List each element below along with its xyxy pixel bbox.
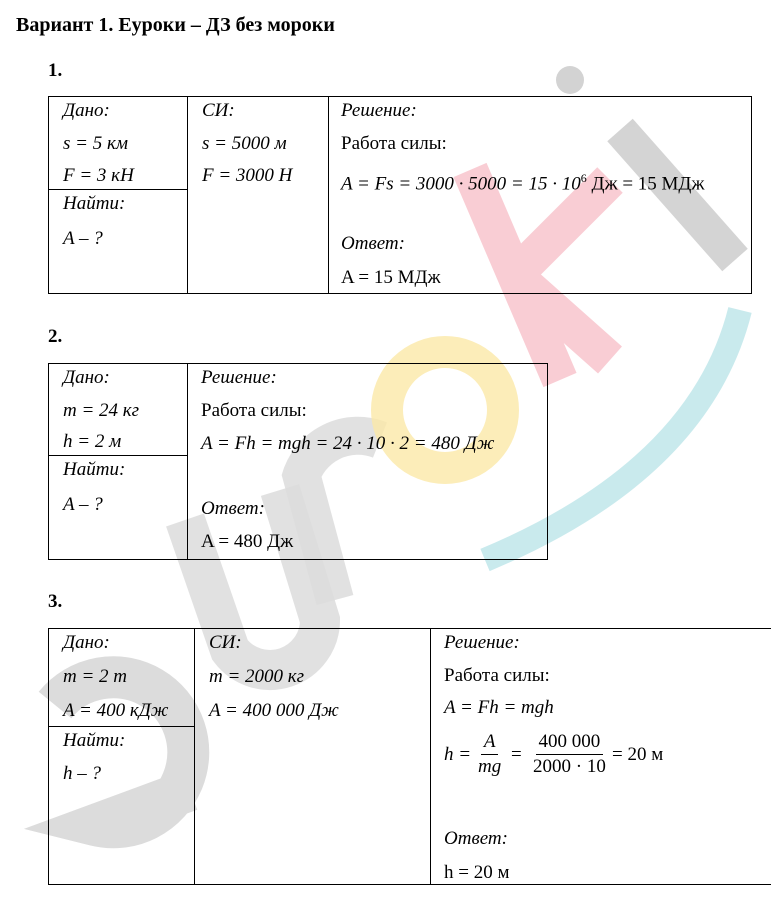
- find-label: Найти: [63, 730, 119, 751]
- answer-value: A = 15 МДж: [341, 267, 441, 288]
- solution-formula: $A = Fs = 3000 \cdot 5000 = 15 \cdot 10^6$ Дж = 15 МДж: [341, 171, 705, 195]
- answer-label: Ответ: [341, 233, 399, 254]
- page-title: Вариант 1. Еуроки – ДЗ без мороки: [16, 14, 335, 36]
- solution-cell: Решение: Работа силы: A = Fh = mgh = 24 · 10 · 2 = 480 Дж Ответ: A = 480 Дж: [187, 363, 548, 560]
- si-value: A = 400 000 Дж: [209, 700, 339, 721]
- find-value: A – ?: [63, 494, 103, 515]
- si-cell: СИ: m = 2000 кг A = 400 000 Дж: [194, 628, 431, 885]
- work-label: Работа силы:: [444, 665, 550, 686]
- dano-label: Дано: [63, 632, 104, 653]
- find-value: h – ?: [63, 763, 101, 784]
- answer-label: Ответ: [444, 828, 502, 849]
- given-value: s = 5 км: [63, 133, 128, 154]
- solution-cell: Решение: Работа силы: $A = Fs = 3000 \cdot 5000 = 15 \cdot 10^6$ Дж = 15 МДж Ответ: A = 15 МДж: [328, 96, 752, 294]
- dano-cell: Дано: m = 24 кг h = 2 м: [48, 363, 188, 456]
- dano-label: Дано: [63, 100, 104, 121]
- answer-label: Ответ: [201, 498, 259, 519]
- dano-cell: Дано: m = 2 т A = 400 кДж: [48, 628, 195, 727]
- si-value: m = 2000 кг: [209, 666, 305, 687]
- dano-cell: Дано: s = 5 км F = 3 кН: [48, 96, 188, 190]
- find-cell: Найти: A – ?: [48, 455, 188, 560]
- task-number: 3.: [48, 591, 63, 612]
- si-label: СИ: [209, 632, 236, 653]
- equals-sign: =: [511, 744, 522, 765]
- dano-label: Дано: [63, 367, 104, 388]
- h-equals: h =: [444, 744, 472, 765]
- find-label: Найти: [63, 193, 119, 214]
- result-value: = 20 м: [612, 744, 664, 765]
- solution-label: Решение: [201, 367, 271, 388]
- solution-formula: A = Fh = mgh: [444, 697, 554, 718]
- given-value: m = 24 кг: [63, 400, 140, 421]
- solution-label: Решение: [444, 632, 514, 653]
- fraction-values: $\frac{400 000}{2000 \cdot 10}$: [533, 731, 606, 777]
- solution-formula: A = Fh = mgh = 24 · 10 · 2 = 480 Дж: [201, 433, 495, 454]
- answer-value: h = 20 м: [444, 862, 510, 883]
- task-number: 2.: [48, 326, 63, 347]
- find-cell: Найти: A – ?: [48, 189, 188, 294]
- work-label: Работа силы:: [341, 133, 447, 154]
- si-value: s = 5000 м: [202, 133, 287, 154]
- fraction-a-over-mg: $\frac{A}{mg}$: [478, 731, 502, 777]
- si-label: СИ: [202, 100, 229, 121]
- work-label: Работа силы:: [201, 400, 307, 421]
- task-number: 1.: [48, 60, 63, 81]
- si-cell: СИ: s = 5000 м F = 3000 Н: [187, 96, 329, 294]
- given-value: h = 2 м: [63, 431, 122, 452]
- answer-value: A = 480 Дж: [201, 531, 294, 552]
- given-value: m = 2 т: [63, 666, 128, 687]
- find-value: A – ?: [63, 228, 103, 249]
- si-value: F = 3000 Н: [202, 165, 293, 186]
- find-label: Найти: [63, 459, 119, 480]
- given-value: A = 400 кДж: [63, 700, 169, 721]
- find-cell: Найти: h – ?: [48, 726, 195, 885]
- given-value: F = 3 кН: [63, 165, 134, 186]
- solution-cell: Решение: Работа силы: A = Fh = mgh h = $\frac{A}{mg}$ = $\frac{400 000}{2000 \cdot 10}$ = 20 м Ответ: h = 20 м: [430, 628, 771, 885]
- solution-label: Решение: [341, 100, 411, 121]
